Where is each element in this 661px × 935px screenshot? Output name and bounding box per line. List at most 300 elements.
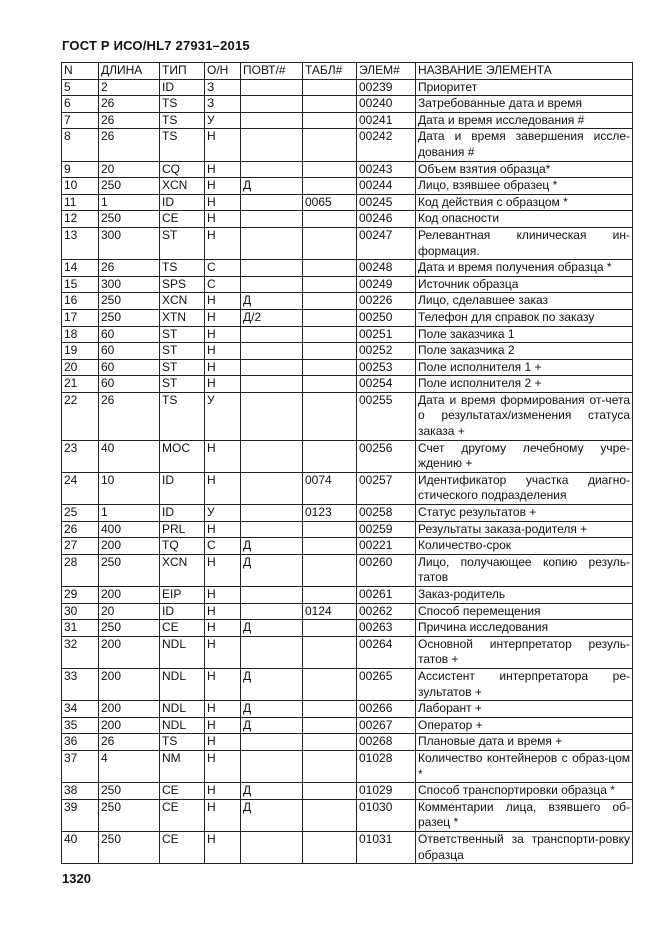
cell-element-name: Количество-срок xyxy=(416,538,633,555)
cell-element: 00255 xyxy=(357,392,416,440)
cell-element-name: Ответственный за транспорти-ровку образца xyxy=(416,831,633,863)
cell-element-name: Источник образца xyxy=(416,276,633,293)
cell-table xyxy=(303,129,357,161)
cell-optionality: Н xyxy=(205,783,241,800)
cell-element: 00246 xyxy=(357,211,416,228)
cell-optionality: Н xyxy=(205,620,241,637)
cell-element-name: Объем взятия образца* xyxy=(416,161,633,178)
cell-repeat xyxy=(241,359,303,376)
cell-length: 250 xyxy=(99,554,160,586)
cell-type: PRL xyxy=(160,521,205,538)
cell-optionality: Н xyxy=(205,472,241,504)
cell-n: 40 xyxy=(62,831,99,863)
cell-repeat: Д xyxy=(241,701,303,718)
cell-element-name: Поле исполнителя 1 + xyxy=(416,359,633,376)
cell-element-name: Приоритет xyxy=(416,79,633,96)
cell-type: ID xyxy=(160,79,205,96)
cell-table xyxy=(303,783,357,800)
cell-element-name: Затребованные дата и время xyxy=(416,96,633,113)
cell-element-name: Дата и время завершения иссле-дования # xyxy=(416,129,633,161)
cell-table xyxy=(303,521,357,538)
cell-element: 00244 xyxy=(357,178,416,195)
cell-length: 300 xyxy=(99,276,160,293)
cell-element-name: Код действия с образцом * xyxy=(416,194,633,211)
table-row xyxy=(62,783,633,800)
cell-repeat xyxy=(241,79,303,96)
cell-table xyxy=(303,636,357,668)
cell-table: 0123 xyxy=(303,505,357,522)
table-row xyxy=(62,79,633,96)
cell-length: 250 xyxy=(99,211,160,228)
cell-n: 7 xyxy=(62,112,99,129)
table-row xyxy=(62,521,633,538)
cell-table xyxy=(303,538,357,555)
cell-table xyxy=(303,554,357,586)
cell-optionality: Н xyxy=(205,521,241,538)
cell-element: 00248 xyxy=(357,260,416,277)
cell-element: 00240 xyxy=(357,96,416,113)
cell-optionality: С xyxy=(205,260,241,277)
cell-element: 00245 xyxy=(357,194,416,211)
cell-repeat xyxy=(241,211,303,228)
cell-length: 200 xyxy=(99,538,160,555)
cell-table xyxy=(303,79,357,96)
cell-length: 200 xyxy=(99,587,160,604)
cell-optionality: У xyxy=(205,392,241,440)
table-body xyxy=(62,79,633,864)
cell-element-name: Ассистент интерпретатора ре-зультатов + xyxy=(416,668,633,700)
cell-n: 5 xyxy=(62,79,99,96)
cell-element-name: Оператор + xyxy=(416,717,633,734)
cell-table xyxy=(303,668,357,700)
column-header-n: N xyxy=(62,63,99,80)
cell-n: 11 xyxy=(62,194,99,211)
cell-element: 00253 xyxy=(357,359,416,376)
cell-optionality: Н xyxy=(205,376,241,393)
cell-type: TS xyxy=(160,734,205,751)
cell-n: 12 xyxy=(62,211,99,228)
cell-optionality: Н xyxy=(205,227,241,259)
cell-repeat xyxy=(241,636,303,668)
cell-optionality: Н xyxy=(205,554,241,586)
cell-element-name: Дата и время получения образца * xyxy=(416,260,633,277)
cell-element: 00251 xyxy=(357,326,416,343)
cell-type: CE xyxy=(160,620,205,637)
cell-length: 4 xyxy=(99,750,160,782)
cell-optionality: Н xyxy=(205,734,241,751)
table-row xyxy=(62,178,633,195)
cell-element: 00265 xyxy=(357,668,416,700)
cell-element-name: Причина исследования xyxy=(416,620,633,637)
cell-optionality: Н xyxy=(205,309,241,326)
cell-n: 15 xyxy=(62,276,99,293)
table-row xyxy=(62,309,633,326)
cell-optionality: Н xyxy=(205,587,241,604)
cell-optionality: Н xyxy=(205,293,241,310)
cell-type: XCN xyxy=(160,554,205,586)
cell-element-name: Поле исполнителя 2 + xyxy=(416,376,633,393)
cell-n: 24 xyxy=(62,472,99,504)
column-header-optionality: О/Н xyxy=(205,63,241,80)
cell-element: 00254 xyxy=(357,376,416,393)
cell-type: CE xyxy=(160,211,205,228)
cell-element: 00226 xyxy=(357,293,416,310)
table-row xyxy=(62,717,633,734)
column-header-element-name: НАЗВАНИЕ ЭЛЕМЕНТА xyxy=(416,63,633,80)
table-row xyxy=(62,227,633,259)
cell-element-name: Телефон для справок по заказу xyxy=(416,309,633,326)
cell-n: 31 xyxy=(62,620,99,637)
cell-element-name: Лицо, сделавшее заказ xyxy=(416,293,633,310)
cell-optionality: У xyxy=(205,505,241,522)
cell-type: ST xyxy=(160,227,205,259)
cell-length: 26 xyxy=(99,734,160,751)
document-header: ГОСТ Р ИСО/HL7 27931–2015 xyxy=(62,38,250,53)
cell-element: 01030 xyxy=(357,799,416,831)
cell-length: 26 xyxy=(99,96,160,113)
cell-table: 0124 xyxy=(303,603,357,620)
cell-type: CE xyxy=(160,831,205,863)
cell-optionality: Н xyxy=(205,161,241,178)
cell-table xyxy=(303,831,357,863)
cell-optionality: Н xyxy=(205,326,241,343)
table-row xyxy=(62,211,633,228)
cell-n: 35 xyxy=(62,717,99,734)
cell-element: 00256 xyxy=(357,440,416,472)
cell-length: 20 xyxy=(99,603,160,620)
table-row xyxy=(62,505,633,522)
cell-type: CE xyxy=(160,783,205,800)
cell-table xyxy=(303,734,357,751)
cell-type: CQ xyxy=(160,161,205,178)
table-row xyxy=(62,701,633,718)
cell-repeat: Д xyxy=(241,178,303,195)
table-header-row xyxy=(62,63,633,80)
cell-n: 37 xyxy=(62,750,99,782)
table-row xyxy=(62,161,633,178)
table-row xyxy=(62,96,633,113)
cell-length: 26 xyxy=(99,260,160,277)
cell-n: 16 xyxy=(62,293,99,310)
cell-length: 250 xyxy=(99,799,160,831)
cell-optionality: У xyxy=(205,112,241,129)
table-row xyxy=(62,376,633,393)
table-row xyxy=(62,603,633,620)
page-number: 1320 xyxy=(62,871,91,886)
cell-table xyxy=(303,620,357,637)
cell-element: 00258 xyxy=(357,505,416,522)
cell-element: 00263 xyxy=(357,620,416,637)
cell-length: 250 xyxy=(99,831,160,863)
cell-length: 1 xyxy=(99,505,160,522)
column-header-type: ТИП xyxy=(160,63,205,80)
cell-optionality: Н xyxy=(205,831,241,863)
cell-element: 00249 xyxy=(357,276,416,293)
cell-type: SPS xyxy=(160,276,205,293)
cell-type: ID xyxy=(160,472,205,504)
cell-table xyxy=(303,227,357,259)
cell-repeat: Д xyxy=(241,293,303,310)
cell-type: ST xyxy=(160,359,205,376)
cell-repeat xyxy=(241,831,303,863)
cell-length: 60 xyxy=(99,376,160,393)
cell-optionality: Н xyxy=(205,603,241,620)
cell-element-name: Дата и время исследования # xyxy=(416,112,633,129)
cell-table xyxy=(303,392,357,440)
cell-element: 01031 xyxy=(357,831,416,863)
cell-length: 200 xyxy=(99,668,160,700)
table-row xyxy=(62,668,633,700)
cell-type: NM xyxy=(160,750,205,782)
cell-n: 6 xyxy=(62,96,99,113)
cell-n: 34 xyxy=(62,701,99,718)
cell-table xyxy=(303,343,357,360)
cell-length: 200 xyxy=(99,636,160,668)
cell-repeat: Д xyxy=(241,668,303,700)
cell-element-name: Статус результатов + xyxy=(416,505,633,522)
cell-n: 26 xyxy=(62,521,99,538)
cell-type: TS xyxy=(160,129,205,161)
cell-element: 00264 xyxy=(357,636,416,668)
cell-table xyxy=(303,293,357,310)
cell-optionality: Н xyxy=(205,194,241,211)
cell-element: 00242 xyxy=(357,129,416,161)
table-row xyxy=(62,194,633,211)
cell-table xyxy=(303,276,357,293)
cell-type: XCN xyxy=(160,178,205,195)
cell-n: 17 xyxy=(62,309,99,326)
cell-type: XCN xyxy=(160,293,205,310)
cell-n: 28 xyxy=(62,554,99,586)
cell-repeat xyxy=(241,194,303,211)
cell-length: 200 xyxy=(99,717,160,734)
table-row xyxy=(62,129,633,161)
cell-table xyxy=(303,178,357,195)
cell-type: ST xyxy=(160,376,205,393)
cell-element-name: Поле заказчика 2 xyxy=(416,343,633,360)
cell-type: NDL xyxy=(160,668,205,700)
cell-repeat xyxy=(241,227,303,259)
cell-table xyxy=(303,587,357,604)
cell-element-name: Поле заказчика 1 xyxy=(416,326,633,343)
cell-repeat: Д xyxy=(241,538,303,555)
table-row xyxy=(62,636,633,668)
cell-element-name: Лицо, взявшее образец * xyxy=(416,178,633,195)
cell-element-name: Дата и время формирования от-чета о результатах/изменения статуса заказа + xyxy=(416,392,633,440)
table-row xyxy=(62,326,633,343)
cell-optionality: Н xyxy=(205,717,241,734)
cell-repeat: Д xyxy=(241,620,303,637)
cell-element: 01029 xyxy=(357,783,416,800)
cell-element: 00221 xyxy=(357,538,416,555)
cell-type: ID xyxy=(160,505,205,522)
cell-repeat xyxy=(241,505,303,522)
cell-optionality: Н xyxy=(205,359,241,376)
table-row xyxy=(62,750,633,782)
table-row xyxy=(62,440,633,472)
cell-repeat xyxy=(241,376,303,393)
cell-length: 250 xyxy=(99,293,160,310)
cell-length: 20 xyxy=(99,161,160,178)
table-row xyxy=(62,472,633,504)
cell-element-name: Код опасности xyxy=(416,211,633,228)
cell-repeat xyxy=(241,587,303,604)
cell-table xyxy=(303,112,357,129)
cell-repeat xyxy=(241,326,303,343)
cell-optionality: Н xyxy=(205,750,241,782)
cell-element: 00259 xyxy=(357,521,416,538)
table-row xyxy=(62,112,633,129)
cell-repeat: Д xyxy=(241,799,303,831)
cell-length: 26 xyxy=(99,129,160,161)
column-header-length: ДЛИНА xyxy=(99,63,160,80)
table-row xyxy=(62,276,633,293)
cell-length: 60 xyxy=(99,326,160,343)
cell-element: 00252 xyxy=(357,343,416,360)
cell-length: 250 xyxy=(99,620,160,637)
cell-type: ST xyxy=(160,326,205,343)
table-row xyxy=(62,392,633,440)
cell-type: TS xyxy=(160,392,205,440)
cell-element-name: Лицо, получающее копию резуль-татов xyxy=(416,554,633,586)
table-row xyxy=(62,359,633,376)
cell-n: 36 xyxy=(62,734,99,751)
cell-table: 0065 xyxy=(303,194,357,211)
cell-table xyxy=(303,326,357,343)
cell-element-name: Плановые дата и время + xyxy=(416,734,633,751)
cell-repeat xyxy=(241,472,303,504)
cell-n: 27 xyxy=(62,538,99,555)
cell-element: 00241 xyxy=(357,112,416,129)
cell-element-name: Комментарии лица, взявшего об-разец * xyxy=(416,799,633,831)
cell-table xyxy=(303,359,357,376)
cell-optionality: С xyxy=(205,276,241,293)
cell-length: 2 xyxy=(99,79,160,96)
cell-length: 300 xyxy=(99,227,160,259)
cell-optionality: Н xyxy=(205,178,241,195)
cell-n: 20 xyxy=(62,359,99,376)
cell-n: 9 xyxy=(62,161,99,178)
cell-element-name: Лаборант + xyxy=(416,701,633,718)
table-row xyxy=(62,734,633,751)
cell-repeat xyxy=(241,734,303,751)
cell-type: CE xyxy=(160,799,205,831)
table-row xyxy=(62,799,633,831)
cell-optionality: Н xyxy=(205,129,241,161)
cell-element-name: Идентификатор участка диагно-стического подразделения xyxy=(416,472,633,504)
cell-n: 32 xyxy=(62,636,99,668)
cell-element: 00262 xyxy=(357,603,416,620)
cell-element-name: Заказ-родитель xyxy=(416,587,633,604)
cell-table xyxy=(303,96,357,113)
cell-element: 00260 xyxy=(357,554,416,586)
cell-element: 00239 xyxy=(357,79,416,96)
cell-element: 00267 xyxy=(357,717,416,734)
cell-type: MOC xyxy=(160,440,205,472)
cell-element-name: Способ перемещения xyxy=(416,603,633,620)
column-header-repeat: ПОВТ/# xyxy=(241,63,303,80)
cell-n: 25 xyxy=(62,505,99,522)
cell-repeat xyxy=(241,161,303,178)
cell-length: 400 xyxy=(99,521,160,538)
cell-table xyxy=(303,260,357,277)
cell-repeat xyxy=(241,129,303,161)
cell-repeat xyxy=(241,343,303,360)
cell-element: 00250 xyxy=(357,309,416,326)
cell-type: TS xyxy=(160,112,205,129)
cell-n: 23 xyxy=(62,440,99,472)
cell-length: 10 xyxy=(99,472,160,504)
cell-optionality: З xyxy=(205,79,241,96)
cell-repeat: Д xyxy=(241,717,303,734)
cell-length: 1 xyxy=(99,194,160,211)
cell-type: NDL xyxy=(160,636,205,668)
cell-table xyxy=(303,309,357,326)
cell-n: 14 xyxy=(62,260,99,277)
element-table xyxy=(61,62,633,864)
cell-table xyxy=(303,161,357,178)
cell-n: 33 xyxy=(62,668,99,700)
cell-length: 60 xyxy=(99,359,160,376)
cell-repeat: Д xyxy=(241,554,303,586)
cell-element: 00268 xyxy=(357,734,416,751)
cell-repeat xyxy=(241,440,303,472)
column-header-table: ТАБЛ# xyxy=(303,63,357,80)
cell-n: 38 xyxy=(62,783,99,800)
cell-element-name: Количество контейнеров с образ-цом * xyxy=(416,750,633,782)
cell-element-name: Релевантная клиническая ин-формация. xyxy=(416,227,633,259)
cell-element: 01028 xyxy=(357,750,416,782)
cell-n: 19 xyxy=(62,343,99,360)
cell-type: ST xyxy=(160,343,205,360)
cell-element-name: Способ транспортировки образца * xyxy=(416,783,633,800)
cell-table: 0074 xyxy=(303,472,357,504)
table-row xyxy=(62,554,633,586)
cell-optionality: Н xyxy=(205,343,241,360)
table-row xyxy=(62,538,633,555)
cell-element: 00266 xyxy=(357,701,416,718)
cell-length: 60 xyxy=(99,343,160,360)
cell-element-name: Результаты заказа-родителя + xyxy=(416,521,633,538)
cell-repeat xyxy=(241,392,303,440)
cell-table xyxy=(303,799,357,831)
cell-length: 250 xyxy=(99,178,160,195)
cell-element: 00261 xyxy=(357,587,416,604)
cell-length: 40 xyxy=(99,440,160,472)
cell-repeat xyxy=(241,260,303,277)
cell-n: 39 xyxy=(62,799,99,831)
cell-element: 00247 xyxy=(357,227,416,259)
cell-length: 200 xyxy=(99,701,160,718)
cell-optionality: Н xyxy=(205,668,241,700)
cell-type: XTN xyxy=(160,309,205,326)
cell-optionality: Н xyxy=(205,636,241,668)
cell-table xyxy=(303,717,357,734)
cell-table xyxy=(303,211,357,228)
cell-length: 26 xyxy=(99,392,160,440)
cell-element-name: Счет другому лечебному учре-ждению + xyxy=(416,440,633,472)
cell-table xyxy=(303,701,357,718)
cell-element: 00257 xyxy=(357,472,416,504)
cell-element-name: Основной интерпретатор резуль-татов + xyxy=(416,636,633,668)
cell-type: ID xyxy=(160,603,205,620)
cell-repeat xyxy=(241,521,303,538)
cell-n: 13 xyxy=(62,227,99,259)
cell-n: 21 xyxy=(62,376,99,393)
cell-type: TQ xyxy=(160,538,205,555)
cell-length: 250 xyxy=(99,783,160,800)
cell-optionality: Н xyxy=(205,440,241,472)
